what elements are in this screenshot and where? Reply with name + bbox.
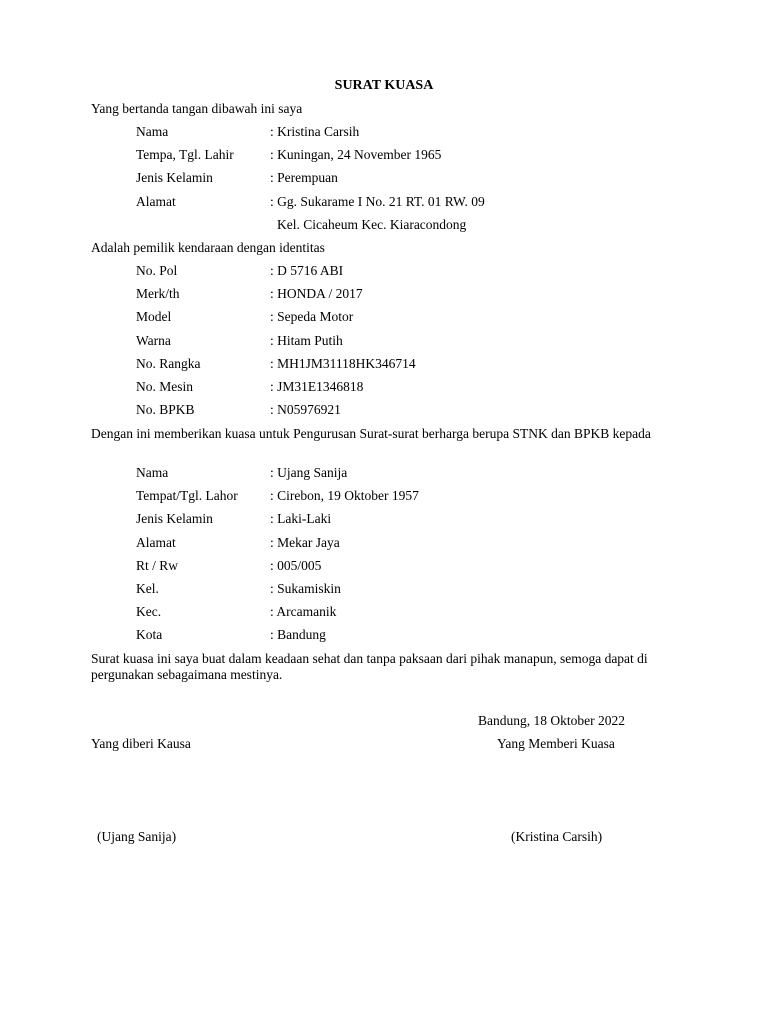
- field-value: : 005/005: [270, 557, 322, 573]
- field-label: Kota: [136, 627, 163, 643]
- place-date: Bandung, 18 Oktober 2022: [478, 713, 625, 728]
- field-value: : Gg. Sukarame I No. 21 RT. 01 RW. 09: [270, 193, 485, 209]
- field-value: : HONDA / 2017: [270, 286, 363, 302]
- field-value: : Kristina Carsih: [270, 124, 360, 139]
- field-value: : JM31E1346818: [270, 378, 364, 394]
- field-label: No. Pol: [136, 263, 178, 278]
- field-label: No. Mesin: [136, 378, 193, 394]
- field-label: Nama: [136, 124, 169, 139]
- authority-text: Dengan ini memberikan kuasa untuk Pengurusan Surat-surat berharga berupa STNK dan BPKB kepada: [91, 426, 651, 441]
- field-value: : Mekar Jaya: [270, 534, 340, 550]
- field-value: : Perempuan: [270, 170, 338, 186]
- field-value: : MH1JM31118HK346714: [270, 355, 416, 371]
- field-value: : N05976921: [270, 402, 341, 418]
- giver-label: Yang Memberi Kuasa: [497, 736, 615, 751]
- field-value: : Ujang Sanija: [270, 465, 348, 480]
- field-value: : Laki-Laki: [270, 511, 332, 527]
- field-value: : Arcamanik: [270, 604, 337, 620]
- field-value: Kel. Cicaheum Kec. Kiaracondong: [277, 216, 467, 232]
- field-label: Alamat: [136, 193, 176, 209]
- field-value: : Kuningan, 24 November 1965: [270, 147, 442, 163]
- document-title: SURAT KUASA: [334, 78, 434, 93]
- field-label: Rt / Rw: [136, 557, 179, 573]
- field-value: : Sukamiskin: [270, 580, 341, 596]
- receiver-label: Yang diberi Kausa: [91, 736, 191, 751]
- field-label: Jenis Kelamin: [136, 170, 213, 186]
- field-value: : Bandung: [270, 627, 326, 643]
- field-value: : Sepeda Motor: [270, 309, 354, 325]
- intro-text: Yang bertanda tangan dibawah ini saya: [91, 101, 303, 116]
- field-label: Model: [136, 309, 172, 325]
- field-label: No. Rangka: [136, 355, 201, 371]
- field-label: Warna: [136, 332, 171, 348]
- field-label: Jenis Kelamin: [136, 511, 213, 527]
- field-label: Kel.: [136, 580, 159, 596]
- field-value: : Cirebon, 19 Oktober 1957: [270, 488, 419, 504]
- field-label: No. BPKB: [136, 402, 195, 418]
- field-value: : D 5716 ABI: [270, 263, 344, 278]
- giver-name: (Kristina Carsih): [511, 829, 603, 844]
- receiver-name: (Ujang Sanija): [97, 829, 177, 844]
- field-label: Tempat/Tgl. Lahor: [136, 488, 238, 504]
- field-label: Alamat: [136, 534, 176, 550]
- vehicle-intro-text: Adalah pemilik kendaraan dengan identitas: [91, 240, 325, 255]
- field-label: Tempa, Tgl. Lahir: [136, 147, 234, 163]
- closing-text: Surat kuasa ini saya buat dalam keadaan sehat dan tanpa paksaan dari pihak manapun, semoga dapat di pergunakan sebagaimana mestinya.: [91, 651, 648, 682]
- field-value: : Hitam Putih: [270, 332, 343, 348]
- field-label: Kec.: [136, 604, 162, 620]
- field-label: Nama: [136, 465, 169, 480]
- field-label: Merk/th: [136, 286, 180, 302]
